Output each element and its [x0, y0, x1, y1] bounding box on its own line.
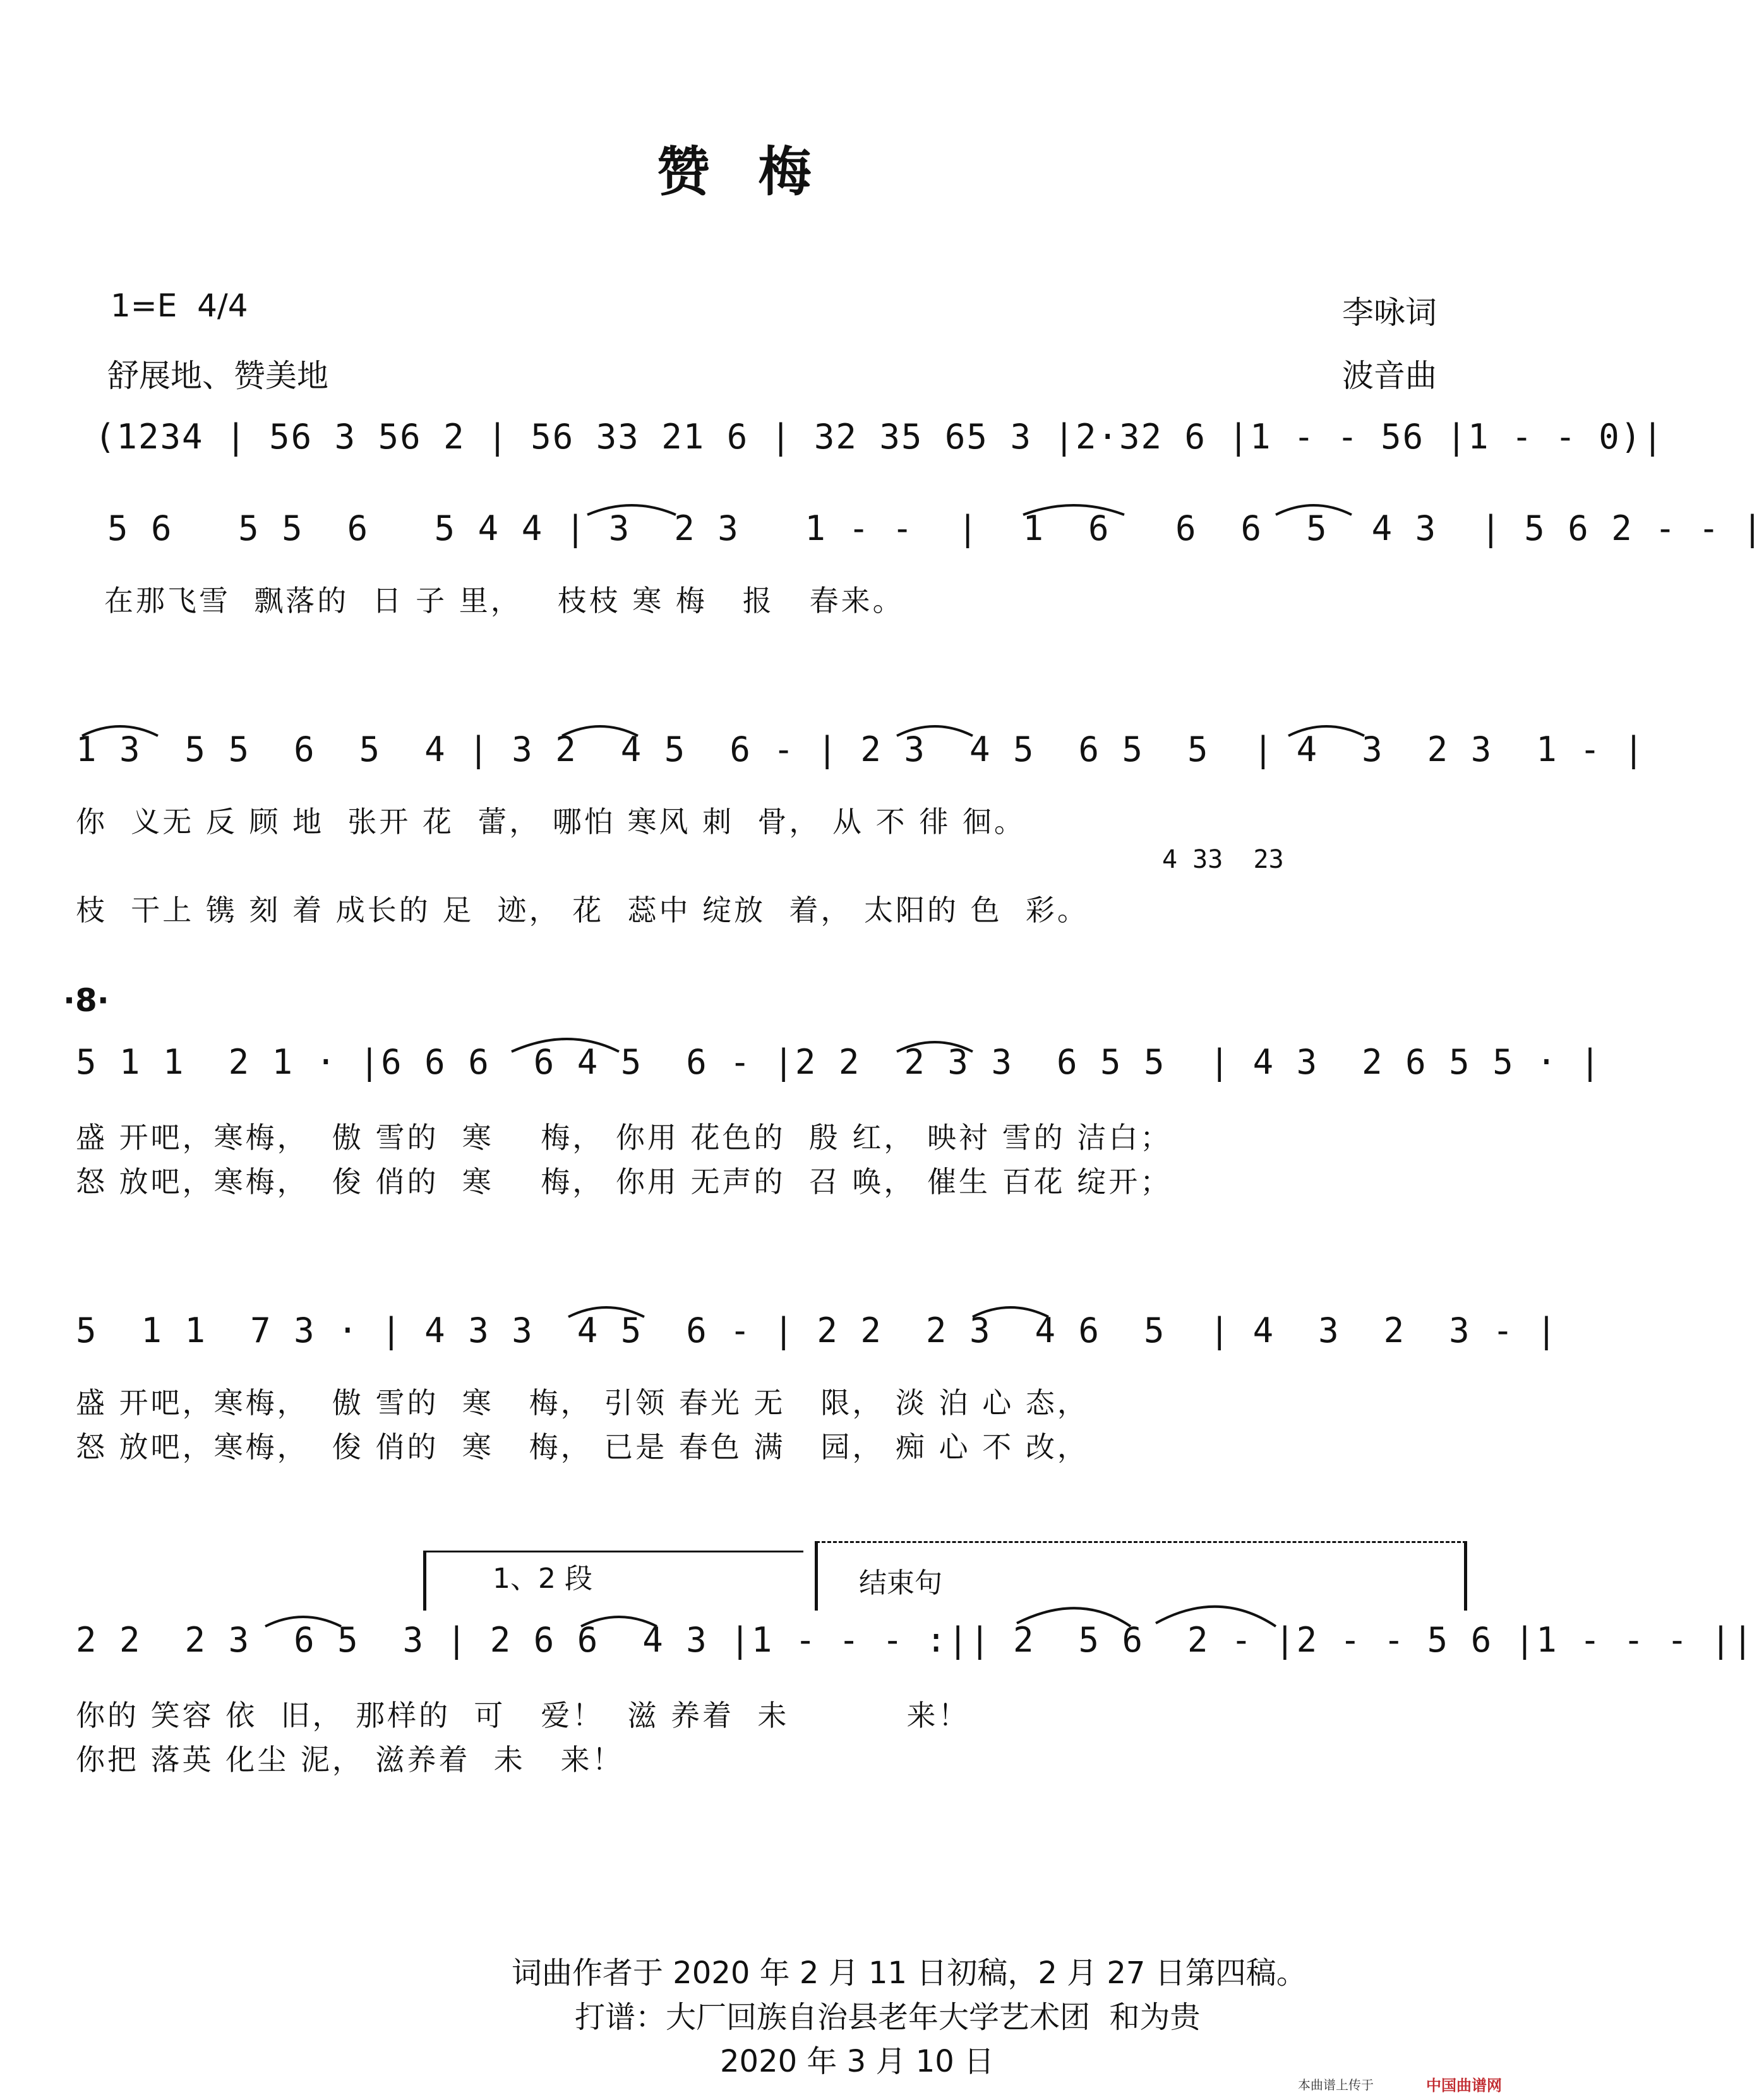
- line-2-alt-notes: 4 33 23: [1162, 845, 1284, 874]
- line-2-notes: 1 3 5 5 6 5 4 | 3 2 4 5 6 - | 2 3 4 5 6 5 5 | 4 3 2 3 1 - |: [76, 729, 1645, 769]
- footer-line-1: 词曲作者于 2020 年 2 月 11 日初稿，2 月 27 日第四稿。: [512, 1955, 1307, 1991]
- line-4-notes: 5 1 1 7 3 · | 4 3 3 4 5 6 - | 2 2 2 3 4 6 5 | 4 3 2 3 - |: [76, 1311, 1558, 1350]
- slur: [82, 726, 158, 736]
- key-time-signature: 1=E 4/4: [111, 287, 248, 324]
- slur: [973, 1307, 1048, 1317]
- intro-notes: (1234 | 56 3 56 2 | 56 33 21 6 | 32 35 65 3 |2·32 6 |1 - - 56 |1 - - 0)|: [95, 417, 1664, 457]
- slur: [1017, 1608, 1131, 1626]
- slur: [265, 1617, 341, 1626]
- slur: [1276, 505, 1352, 515]
- slur: [1156, 1607, 1276, 1626]
- slur: [1288, 726, 1364, 736]
- line-1-notes: 5 6 5 5 6 5 4 4 | 3 2 3 1 - - | 1 6 6 6 5 4 3 | 5 6 2 - - |: [107, 508, 1764, 548]
- line-5-lyrics-2: 你把 落英 化尘 泥， 滋养着 未 来！: [76, 1743, 624, 1777]
- line-2-lyrics-2: 枝 干上 镌 刻 着 成长的 足 迹， 花 蕊中 绽放 着， 太阳的 色 彩。: [76, 893, 1089, 927]
- watermark-brand: 中国曲谱网: [1426, 2077, 1502, 2094]
- segno-sign: ·8·: [63, 982, 109, 1019]
- tempo-marking: 舒展地、赞美地: [107, 357, 328, 394]
- slur: [568, 1307, 644, 1317]
- volta-2-label: 结束句: [859, 1567, 942, 1599]
- line-1-lyrics: 在那飞雪 飘落的 日 子 里， 枝枝 寒 梅 报 春来。: [104, 584, 904, 618]
- footer-line-3: 2020 年 3 月 10 日: [720, 2044, 995, 2079]
- slur: [587, 505, 676, 515]
- line-3-lyrics-1: 盛 开吧，寒梅， 傲 雪的 寒 梅， 你用 花色的 殷 红， 映衬 雪的 洁白；: [76, 1120, 1172, 1155]
- lyricist: 李咏词: [1342, 294, 1437, 331]
- slur: [1023, 505, 1124, 515]
- slur: [512, 1039, 619, 1052]
- line-4-lyrics-1: 盛 开吧，寒梅， 傲 雪的 寒 梅， 引领 春光 无 限， 淡 泊 心 态，: [76, 1386, 1089, 1420]
- slur: [897, 1042, 973, 1052]
- footer-line-2: 打谱：大厂回族自治县老年大学艺术团 和为贵: [575, 2000, 1201, 2035]
- line-5-lyrics-1: 你的 笑容 依 旧， 那样的 可 爱！ 滋 养着 未 来！: [76, 1698, 970, 1732]
- line-3-notes: 5 1 1 2 1 · |6 6 6 6 4 5 6 - |2 2 2 3 3 6 5 5 | 4 3 2 6 5 5 · |: [76, 1042, 1602, 1082]
- slur: [581, 1617, 657, 1626]
- line-5-notes: 2 2 2 3 6 5 3 | 2 6 6 4 3 |1 - - - :|| 2 5 6 2 - |2 - - 5 6 |1 - - - ||: [76, 1620, 1755, 1660]
- watermark-text: 本曲谱上传于: [1298, 2077, 1374, 2092]
- composer: 波音曲: [1342, 357, 1437, 394]
- slur: [897, 726, 973, 736]
- slur: [562, 726, 638, 736]
- volta-1-label: 1、2 段: [493, 1563, 592, 1595]
- line-2-lyrics-1: 你 义无 反 顾 地 张开 花 蕾， 哪怕 寒风 刺 骨， 从 不 徘 徊。: [76, 805, 1026, 839]
- page-title: 赞 梅: [657, 140, 815, 203]
- line-4-lyrics-2: 怒 放吧，寒梅， 俊 俏的 寒 梅， 已是 春色 满 园， 痴 心 不 改，: [76, 1430, 1089, 1464]
- line-3-lyrics-2: 怒 放吧，寒梅， 俊 俏的 寒 梅， 你用 无声的 召 唤， 催生 百花 绽开；: [76, 1165, 1172, 1199]
